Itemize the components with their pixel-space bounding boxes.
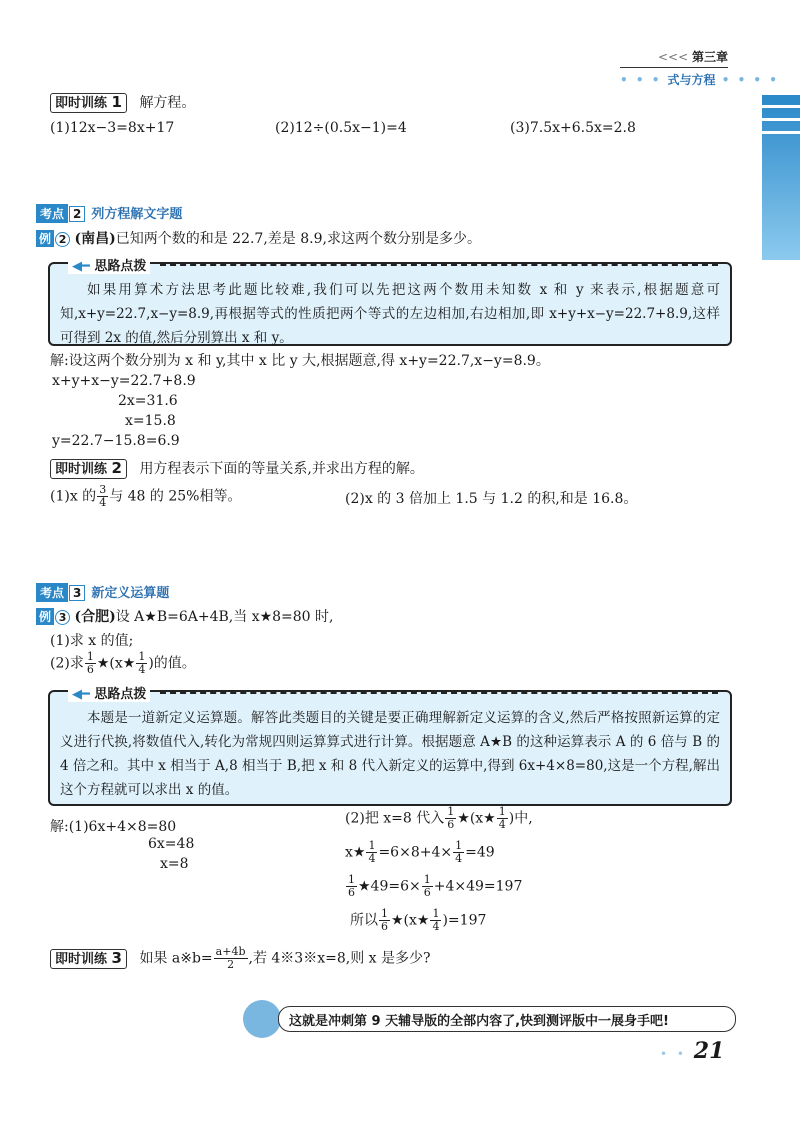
- solution3-b1: (2)把 x=8 代入 $\frac{1}{6}$ ★(x★ $\frac{1}{4}$ )中,: [345, 805, 533, 831]
- train2-q1: (1)x 的 $\frac{3}{4}$ 与 48 的 25%相等。: [50, 483, 242, 509]
- section3-title: 新定义运算题: [91, 586, 170, 601]
- solution2-line4: y=22.7−15.8=6.9: [52, 433, 180, 449]
- mascot-bubble: [243, 1000, 281, 1038]
- example2-text: 已知两个数的和是 22.7,差是 8.9,求这两个数分别是多少。: [115, 231, 481, 247]
- solution2-line1: x+y+x−y=22.7+8.9: [52, 373, 196, 389]
- example2-source: (南昌): [74, 231, 116, 247]
- train1-item-3: (3)7.5x+6.5x=2.8: [510, 120, 636, 136]
- train3-line: 即时训练 3 如果 a※b= $\frac{a+4b}{2}$ ,若 4※3※x=8,则 x 是多少?: [50, 946, 431, 971]
- solution3-b2: x★ $\frac{1}{4}$ =6×8+4× $\frac{1}{4}$ =49: [345, 839, 495, 865]
- chapter-side-tab: [762, 95, 800, 260]
- example3-source: (合肥): [74, 609, 116, 625]
- tip3-box: ◀━ 思路点拨 本题是一道新定义运算题。解答此类题目的关键是要正确理解新定义运算的含义,然后严格按照新运算的定义进行代换,将数值代入,转化为常规四则运算算式进行计算。根据题意 A★B 的这种运算表示 A 的 6 倍与 B 的 4 倍之和。其中 x 相当于 A,8 相当于 B,把 x 和 8 代入新定义的运算中,得到 6x+4×8=80,这是一个方程,解出这个方程就可以求出 x 的值。: [48, 690, 732, 806]
- train3-badge: 即时训练 3: [50, 949, 127, 969]
- example3-q2: (2)求 $\frac{1}{6}$ ★(x★ $\frac{1}{4}$ )的值。: [50, 650, 196, 676]
- example2-heading: [36, 228, 481, 248]
- tip2-title: 思路点拨: [94, 259, 147, 274]
- section2-title: 列方程解文字题: [91, 207, 183, 222]
- train2-text: 用方程表示下面的等量关系,并求出方程的解。: [139, 461, 424, 477]
- solution3-b3: $\frac{1}{6}$ ★49=6× $\frac{1}{6}$ +4×49=197: [348, 873, 523, 899]
- header-subtitle: 式与方程: [667, 73, 716, 87]
- train1-item-2: (2)12÷(0.5x−1)=4: [275, 120, 407, 136]
- tip3-text: 本题是一道新定义运算题。解答此类题目的关键是要正确理解新定义运算的含义,然后严格按照新运算的定义进行代换,将数值代入,转化为常规四则运算算式进行计算。根据题意 A★B 的这种运算表示 A 的 6 倍与 B 的 4 倍之和。其中 x 相当于 A,8 相当于 B,把 x 和 8 代入新定义的运算中,得到 6x+4×8=80,这是一个方程,解出这个方程就可以求出 x 的值。: [60, 710, 720, 798]
- header-chapter: 第三章: [691, 50, 728, 64]
- section3-tag: 考点: [36, 583, 68, 602]
- header-arrows: <<<: [657, 50, 689, 64]
- train2-badge: 即时训练 2: [50, 459, 127, 479]
- tip3-title: 思路点拨: [94, 687, 147, 702]
- example2-num: 2: [55, 232, 70, 247]
- train1-heading: [50, 92, 195, 113]
- example3-heading: [36, 606, 334, 626]
- solution3-a2: 6x=48: [148, 836, 195, 852]
- example3-text: 设 A★B=6A+4B,当 x★8=80 时,: [115, 609, 334, 625]
- example3-q1: (1)求 x 的值;: [50, 633, 134, 649]
- example2-label: 例: [36, 230, 54, 247]
- section2-tag: 考点: [36, 204, 68, 223]
- solution2-line2: 2x=31.6: [118, 393, 178, 409]
- section3-heading: [36, 582, 169, 602]
- page-number: • • 21: [660, 1038, 725, 1064]
- chapter-header: <<< 第三章 • • • 式与方程 • • • •: [620, 50, 779, 87]
- section3-num: 3: [69, 585, 85, 601]
- train1-item-1: (1)12x−3=8x+17: [50, 120, 175, 136]
- tip2-box: ◀━ 思路点拨 如果用算术方法思考此题比较难,我们可以先把这两个数用未知数 x 和 y 来表示,根据题意可知,x+y=22.7,x−y=8.9,再根据等式的性质把两个等式的左边相加,右边相加,即 x+y+x−y=22.7+8.9,这样可得到 2x 的值,然后分别算出 x 和 y。: [48, 262, 732, 346]
- solution3-a1: 解:(1)6x+4×8=80: [50, 819, 177, 835]
- solution3-b4: 所以 $\frac{1}{6}$ ★(x★ $\frac{1}{4}$ )=197: [350, 907, 487, 933]
- solution2-line3: x=15.8: [125, 413, 176, 429]
- footer-note: 这就是冲刺第 9 天辅导版的全部内容了,快到测评版中一展身手吧!: [289, 1014, 669, 1029]
- tip2-text: 如果用算术方法思考此题比较难,我们可以先把这两个数用未知数 x 和 y 来表示,根据题意可知,x+y=22.7,x−y=8.9,再根据等式的性质把两个等式的左边相加,右边相加,即 x+y+x−y=22.7+8.9,这样可得到 2x 的值,然后分别算出 x 和 y。: [60, 282, 720, 346]
- train2-heading: [50, 458, 424, 479]
- solution3-a3: x=8: [160, 856, 189, 872]
- section2-num: 2: [69, 206, 85, 222]
- footer-note-box: [278, 1006, 736, 1032]
- train1-text: 解方程。: [139, 95, 196, 111]
- train2-q2: (2)x 的 3 倍加上 1.5 与 1.2 的积,和是 16.8。: [345, 491, 638, 507]
- example3-num: 3: [55, 610, 70, 625]
- example3-label: 例: [36, 608, 54, 625]
- train1-badge: 即时训练 1: [50, 93, 127, 113]
- section2-heading: [36, 203, 182, 223]
- solution2-intro: 解:设这两个数分别为 x 和 y,其中 x 比 y 大,根据题意,得 x+y=22.7,x−y=8.9。: [50, 353, 550, 369]
